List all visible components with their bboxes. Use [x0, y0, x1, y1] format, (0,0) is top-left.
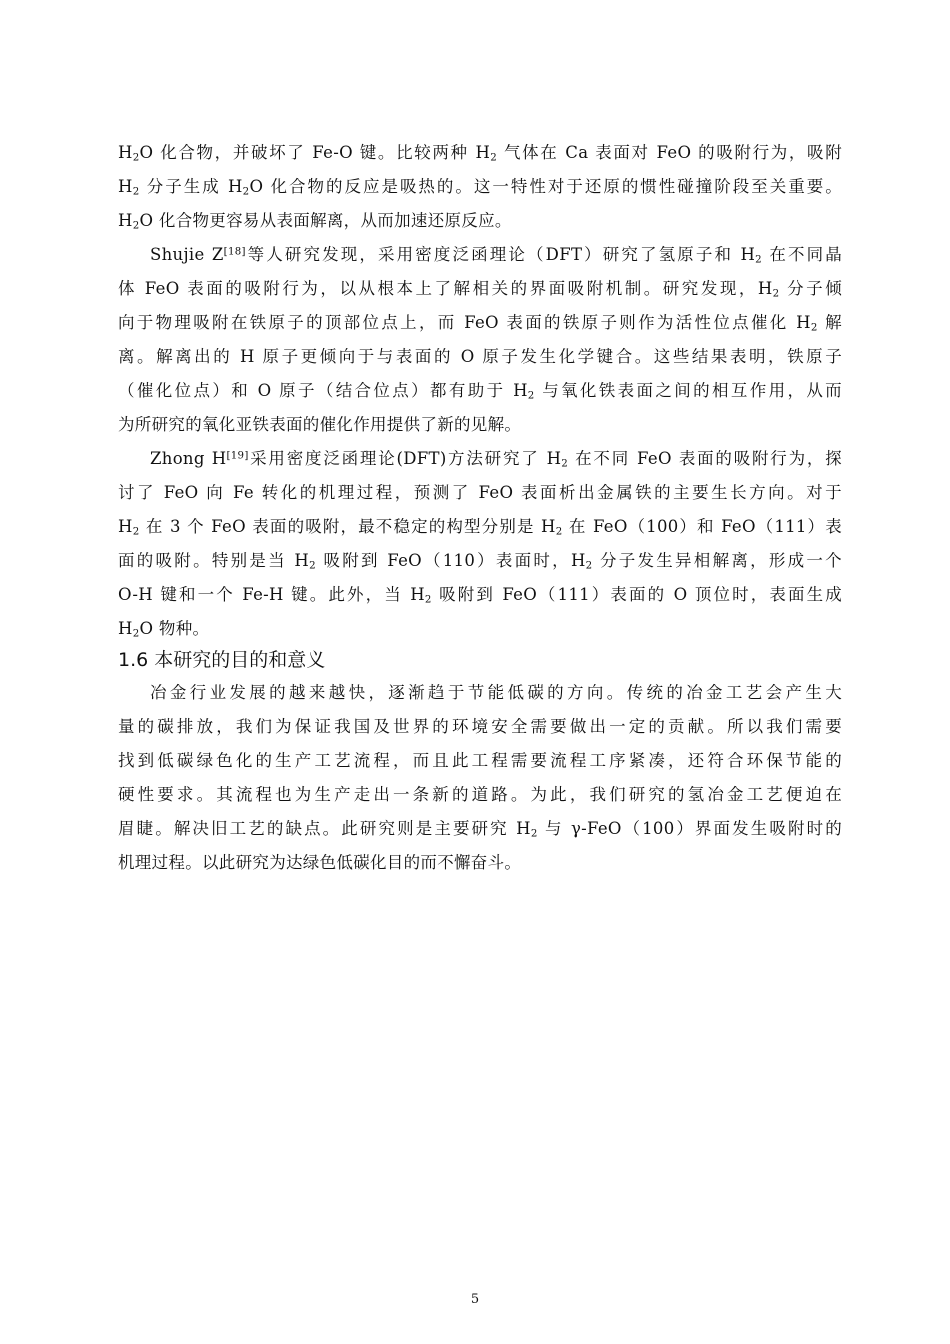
paragraph-3-line-3: $H_2$ 在 3 个 FeO 表面的吸附，最不稳定的构型分别是 $H_2$ 在 FeO（100）和 FeO（111）表	[118, 517, 842, 538]
paragraph-2-line-5: （催化位点）和 O 原子（结合位点）都有助于 $H_2$ 与氧化铁表面之间的相互作用，从而	[118, 381, 842, 402]
paragraph-1-line-3: $H_2O$ 化合物更容易从表面解离，从而加速还原反应。	[118, 211, 512, 232]
paragraph-3-line-5: O-H 键和一个 Fe-H 键。此外，当 $H_2$ 吸附到 FeO（111）表面的 O 顶位时，表面生成	[118, 585, 842, 606]
paragraph-4-line-5: 眉睫。解决旧工艺的缺点。此研究则是主要研究 $H_2$ 与 γ-FeO（100）界面发生吸附时的	[118, 819, 842, 840]
paragraph-1-line-1: $H_2O$ 化合物，并破坏了 Fe-O 键。比较两种 $H_2$ 气体在 Ca 表面对 FeO 的吸附行为，吸附	[118, 143, 842, 164]
paragraph-2-line-3: 向于物理吸附在铁原子的顶部位点上，而 FeO 表面的铁原子则作为活性位点催化 $H_2$ 解	[118, 313, 842, 334]
paragraph-2-line-4: 离。解离出的 H 原子更倾向于与表面的 O 原子发生化学键合。这些结果表明，铁原子	[118, 347, 842, 366]
paragraph-3-line-1: Zhong H[19]采用密度泛函理论(DFT)方法研究了 $H_2$ 在不同 FeO 表面的吸附行为，探	[150, 449, 842, 470]
paragraph-3-line-4: 面的吸附。特别是当 $H_2$ 吸附到 FeO（110）表面时，$H_2$ 分子发生异相解离，形成一个	[118, 551, 842, 572]
page-number: 5	[470, 1292, 480, 1307]
paragraph-4-line-6: 机理过程。以此研究为达绿色低碳化目的而不懈奋斗。	[118, 853, 522, 872]
paragraph-3-line-2: 讨了 FeO 向 Fe 转化的机理过程，预测了 FeO 表面析出金属铁的主要生长方向。对于	[118, 483, 842, 502]
paragraph-2-line-6: 为所研究的氧化亚铁表面的催化作用提供了新的见解。	[118, 415, 522, 434]
paragraph-3-line-6: $H_2O$ 物种。	[118, 619, 210, 640]
paragraph-2-line-2: 体 FeO 表面的吸附行为，以从根本上了解相关的界面吸附机制。研究发现，$H_2$ 分子倾	[118, 279, 842, 300]
paragraph-1-line-2: $H_2$ 分子生成 $H_2O$ 化合物的反应是吸热的。这一特性对于还原的惯性碰撞阶段至关重要。	[118, 177, 842, 198]
paragraph-4-line-2: 量的碳排放，我们为保证我国及世界的环境安全需要做出一定的贡献。所以我们需要	[118, 717, 842, 736]
paragraph-4-line-4: 硬性要求。其流程也为生产走出一条新的道路。为此，我们研究的氢冶金工艺便迫在	[118, 785, 842, 804]
section-heading: 1.6 本研究的目的和意义	[118, 649, 326, 671]
paragraph-4-line-1: 冶金行业发展的越来越快，逐渐趋于节能低碳的方向。传统的冶金工艺会产生大	[150, 683, 842, 702]
paragraph-4-line-3: 找到低碳绿色化的生产工艺流程，而且此工程需要流程工序紧凑，还符合环保节能的	[118, 751, 842, 770]
paragraph-2-line-1: Shujie Z[18]等人研究发现，采用密度泛函理论（DFT）研究了氢原子和 $H_2$ 在不同晶	[150, 245, 842, 266]
